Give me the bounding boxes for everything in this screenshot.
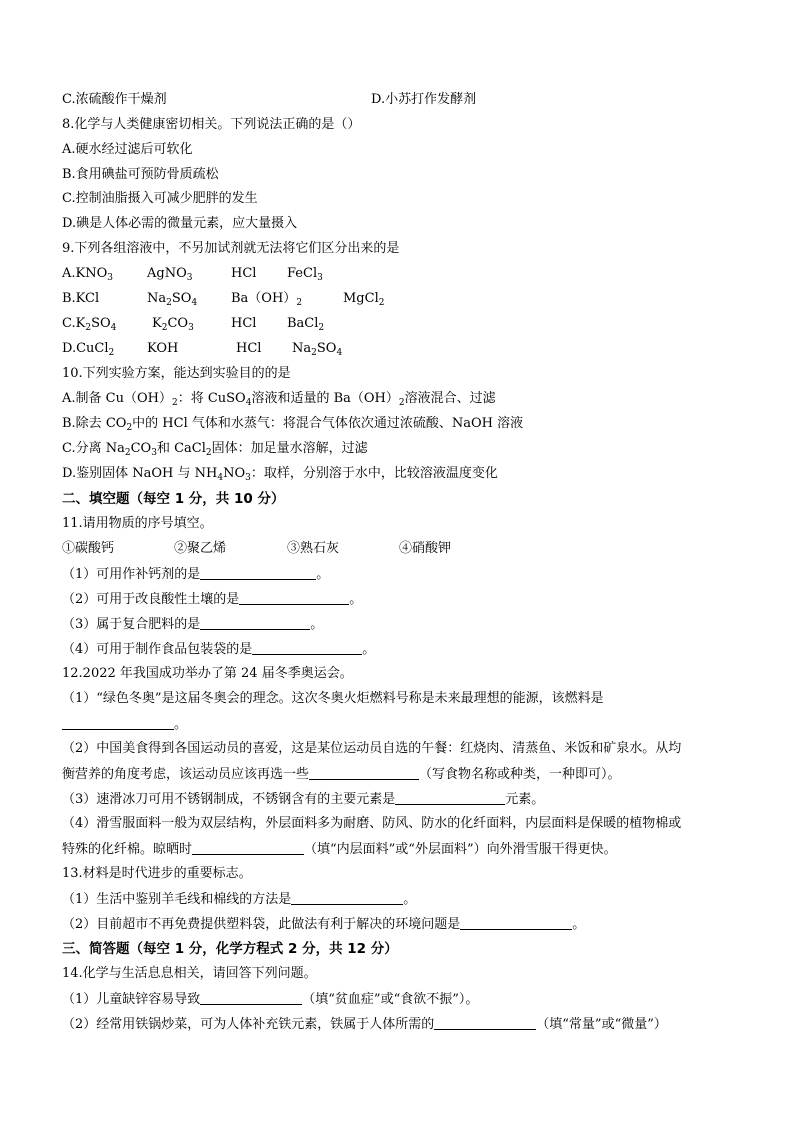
q13-stem: 13.材料是时代进步的重要标志。 [62,866,252,881]
q8-option-d: D.碘是人体必需的微量元素，应大量摄入 [62,216,298,231]
q13-part-1: （1）生活中鉴别羊毛线和棉线的方法是 。 [62,892,417,907]
q14-stem: 14.化学与生活息息相关，请回答下列问题。 [62,966,317,981]
answer-blank[interactable] [192,841,304,855]
q7-option-d: D.小苏打作发酵剂 [371,92,477,107]
q9-option-c: $C.K_2SO_4$ $K_2CO_3$ HCl BaCl$_2$ [62,316,325,333]
q12-part-4-line-2: 特殊的化纤棉。晾晒时 （填“内层面料”或“外层面料”）向外滑雪服干得更快。 [62,842,617,857]
q12-part-2-line-1: （2）中国美食得到各国运动员的喜爱，这是某位运动员自选的午餐：红烧肉、清蒸鱼、米饭和矿泉水。从均 [62,741,682,756]
q12-part-1: （1）“绿色冬奥”是这届冬奥会的理念。这次冬奥火炬燃料号称是未来最理想的能源，该燃料是 [62,691,604,706]
q12-part-2-line-2: 衡营养的角度考虑，该运动员应该再选一些 （写食物名称或种类，一种即可）。 [62,767,621,782]
q9-option-d: D.CuCl$_2$ KOH HCl $Na_2SO_4$ [62,341,343,358]
q7-option-row [62,92,167,108]
q9-option-a: $A.KNO_3$ AgNO$_3$ HCl FeCl$_3$ [62,266,323,283]
q11-options: ①碳酸钙 ②聚乙烯 ③熟石灰 ④硝酸钾 [62,541,452,556]
q10-stem: 10.下列实验方案，能达到实验目的的是 [62,366,291,381]
section-2-heading: 二、填空题（每空 1 分，共 10 分） [62,491,285,507]
q12-part-1-answer: 。 [62,716,187,733]
answer-blank[interactable] [395,791,505,805]
q11-part-3: （3）属于复合肥料的是 。 [62,617,324,632]
q11-stem: 11.请用物质的序号填空。 [62,516,213,531]
section-3-heading: 三、简答题（每空 1 分，化学方程式 2 分，共 12 分） [62,941,398,957]
answer-blank[interactable] [434,1016,536,1030]
q10-option-a: A.制备 $Cu(OH)_2$：将 CuSO$_4$溶液和适量的 $Ba(OH)_2$溶液混合、过滤 [62,391,496,408]
q12-stem: 12.2022 年我国成功举办了第 24 届冬季奥运会。 [62,666,353,681]
q8-option-b: B.食用碘盐可预防骨质疏松 [62,167,219,182]
q12-part-3: （3）速滑冰刀可用不锈钢制成，不锈钢含有的主要元素是 元素。 [62,792,545,807]
q14-part-1: （1）儿童缺锌容易导致 （填“贫血症”或“食欲不振”）。 [62,992,479,1007]
q14-part-2: （2）经常用铁锅炒菜，可为人体补充铁元素，铁属于人体所需的 （填“常量”或“微量”） [62,1017,667,1032]
answer-blank[interactable] [62,716,174,730]
q10-option-b: B.除去 $CO_2$中的 HCl 气体和水蒸气：将混合气体依次通过浓硫酸、NaOH 溶液 [62,416,524,433]
q10-option-d: D.鉴别固体 NaOH 与 $NH_4NO_3$：取样，分别溶于水中，比较溶液温度变化 [62,466,498,483]
q8-option-a: A.硬水经过滤后可软化 [62,142,193,157]
q8-option-c: C.控制油脂摄入可减少肥胖的发生 [62,191,258,206]
answer-blank[interactable] [309,766,419,780]
answer-blank[interactable] [200,566,316,580]
answer-blank[interactable] [200,991,302,1005]
answer-blank[interactable] [239,591,349,605]
q9-stem: 9.下列各组溶液中，不另加试剂就无法将它们区分出来的是 [62,241,400,256]
q7-option-c: C.浓硫酸作干燥剂 [62,92,167,107]
answer-blank[interactable] [291,891,403,905]
q11-part-2: （2）可用于改良酸性土壤的是 。 [62,592,363,607]
q11-part-1: （1）可用作补钙剂的是 。 [62,567,330,582]
q8-stem: 8.化学与人类健康密切相关。下列说法正确的是（） [62,117,361,132]
answer-blank[interactable] [252,641,362,655]
q9-option-b: B.KCl $Na_2SO_4$ $Ba(OH)_2$ MgCl$_2$ [62,291,385,308]
q13-part-2: （2）目前超市不再免费提供塑料袋，此做法有利于解决的环境问题是 。 [62,917,586,932]
q11-part-4: （4）可用于制作食品包装袋的是 。 [62,642,376,657]
answer-blank[interactable] [200,616,310,630]
answer-blank[interactable] [460,916,572,930]
q10-option-c: C.分离 $Na_2CO_3$和 CaCl$_2$固体：加足量水溶解，过滤 [62,441,368,458]
q12-part-4-line-1: （4）滑雪服面料一般为双层结构，外层面料多为耐磨、防风、防水的化纤面料，内层面料是保暖的植物棉或 [62,816,682,831]
